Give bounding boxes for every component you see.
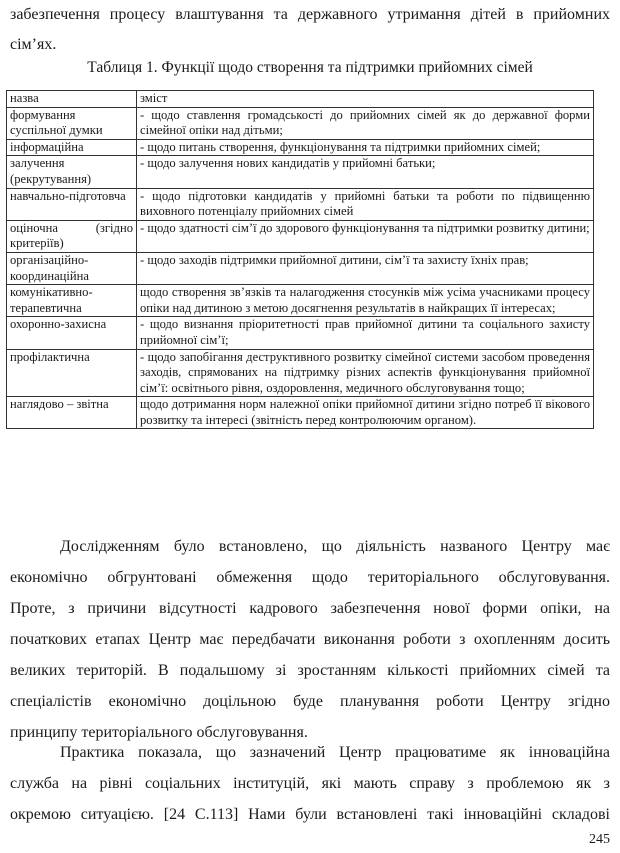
paragraph-line: Практика показала, що зазначений Центр працюватиме як інноваційна [60, 744, 610, 761]
function-name: наглядово – звітна [7, 397, 137, 429]
function-name: комунікативно-терапевтична [7, 285, 137, 317]
table-row [7, 317, 594, 349]
function-content: - щодо здатності сім’ї до здорового функціонування та підтримки розвитку дитини; [137, 220, 594, 252]
page-number: 245 [589, 832, 610, 847]
paragraph-line: сім’ях. [10, 36, 57, 53]
paragraph-line: економічно обгрунтовані обмеження щодо територіального обслуговування. [10, 569, 610, 586]
paragraph-line: принципу територіального обслуговування. [10, 724, 308, 741]
function-content: - щодо питань створення, функціонування та підтримки прийомних сімей; [137, 139, 594, 156]
table-row [7, 349, 594, 397]
table-row [7, 107, 594, 139]
paragraph-line: початкових етапах Центр має передбачати виконання роботи з охопленням досить [10, 631, 610, 648]
paragraph-line: Дослідженням було встановлено, що діяльність названого Центру має [60, 538, 610, 555]
function-content: - щодо запобігання деструктивного розвитку сімейної системи засобом проведення заходів, спрямованих на підтримку різних аспектів функціонування прийомної сім’ї: освітнього рівня, оздоровлення, медичного обслуговування тощо; [137, 349, 594, 397]
function-content: - щодо ставлення громадськості до прийомних сімей як до державної форми сімейної опіки над дітьми; [137, 107, 594, 139]
table-row [7, 188, 594, 220]
lower-paragraph [10, 737, 610, 830]
function-name: інформаційна [7, 139, 137, 156]
paragraph-line: великих територій. В подальшому зі зростанням кількості прийомних сімей та [10, 662, 610, 679]
function-content: - щодо підготовки кандидатів у прийомні батьки та роботи по підвищенню виховного потенціалу прийомних сімей [137, 188, 594, 220]
table-row [7, 139, 594, 156]
paragraph-line: служба на рівні соціальних інституцій, які мають справу з проблемою як з [10, 775, 610, 792]
functions-table [6, 90, 594, 429]
function-name: формування суспільної думки [7, 107, 137, 139]
paragraph-line: забезпечення процесу влаштування та державного утримання дітей в прийомних [10, 6, 610, 23]
paragraph-line: окремою ситуацією. [24 С.113] Нами були встановлені такі інноваційні складові [10, 806, 610, 823]
table-row [7, 397, 594, 429]
function-name: організаційно-координаційна [7, 252, 137, 284]
top-paragraph [10, 0, 610, 60]
table-header-row [7, 91, 594, 108]
header-content: зміст [137, 91, 594, 108]
function-name: залучення (рекрутування) [7, 156, 137, 188]
function-name: оціночна (згідно критеріїв) [7, 220, 137, 252]
function-name: профілактична [7, 349, 137, 397]
table-row [7, 156, 594, 188]
table-row [7, 252, 594, 284]
function-content: щодо створення зв’язків та налагодження стосунків між усіма учасниками процесу опіки над дитиною з метою досягнення результатів в найкращих її інтересах; [137, 285, 594, 317]
table-caption: Таблиця 1. Функції щодо створення та підтримки прийомних сімей [87, 59, 533, 76]
middle-paragraph [10, 531, 610, 748]
table-row [7, 220, 594, 252]
function-content: - щодо залучення нових кандидатів у прийомні батьки; [137, 156, 594, 188]
function-name: навчально-підготовча [7, 188, 137, 220]
function-content: щодо дотримання норм належної опіки прийомної дитини згідно потреб її вікового розвитку та інтересі (звітність перед контролюючим органом). [137, 397, 594, 429]
function-content: - щодо заходів підтримки прийомної дитини, сім’ї та захисту їхніх прав; [137, 252, 594, 284]
header-name: назва [7, 91, 137, 108]
function-content: - щодо визнання пріоритетності прав прийомної дитини та соціального захисту прийомної сім’ї; [137, 317, 594, 349]
paragraph-line: Проте, з причини відсутності кадрового забезпечення нової форми опіки, на [10, 600, 610, 617]
function-name: охоронно-захисна [7, 317, 137, 349]
paragraph-line: спеціалістів економічно доцільною буде планування роботи Центру згідно [10, 693, 610, 710]
table-row [7, 285, 594, 317]
